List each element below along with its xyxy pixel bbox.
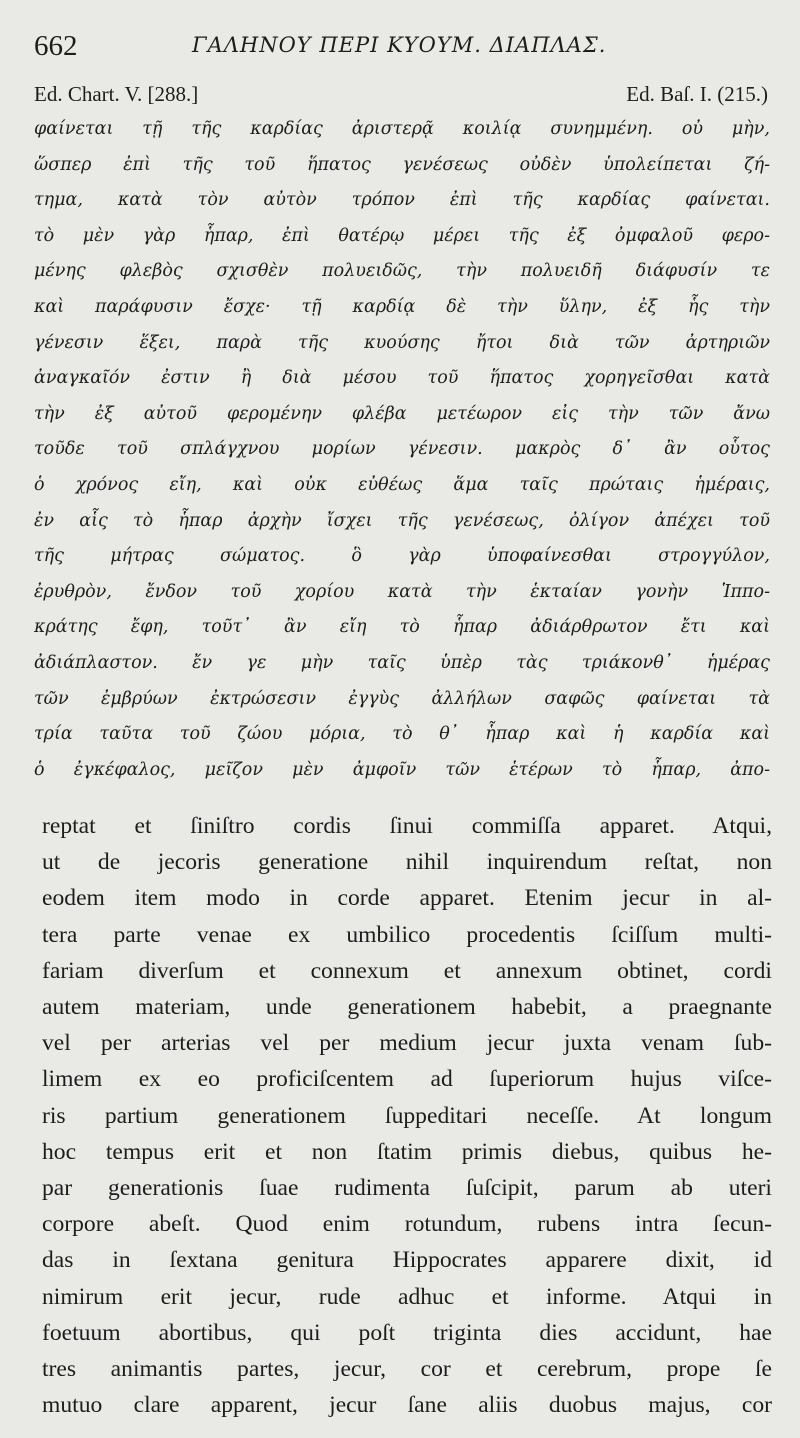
edition-references xyxy=(34,82,768,108)
greek-text-line: τοῦδε τοῦ σπλάγχνου μορίων γένεσιν. μακρὸς δ᾽ ἂν οὗτος xyxy=(34,439,770,460)
latin-text-line: das in ſextana genitura Hippocrates apparere dixit, id xyxy=(42,1247,772,1274)
greek-text-line: φαίνεται τῇ τῆς καρδίας ἀριστερᾷ κοιλίᾳ συνημμένη. οὐ μὴν, xyxy=(34,119,770,139)
running-title: ΓΑΛΗΝΟΥ ΠΕΡΙ ΚΥΟΥΜ. ΔΙΑΠΛΑΣ. xyxy=(192,33,607,57)
latin-text-line: ris partium generationem ſuppeditari neceſſe. At longum xyxy=(42,1102,772,1129)
page-number: 662 xyxy=(34,30,78,62)
latin-text-line: hoc tempus erit et non ſtatim primis diebus, quibus he- xyxy=(42,1138,772,1165)
running-head xyxy=(34,30,774,64)
greek-text-line: ὁ ἐγκέφαλος, μεῖζον μὲν ἀμφοῖν τῶν ἑτέρων τὸ ἧπαρ, ἀπο- xyxy=(34,759,770,780)
latin-text-line: mutuo clare apparent, jecur ſane aliis duobus majus, cor xyxy=(42,1392,772,1419)
greek-text-line: τημα, κατὰ τὸν αὐτὸν τρόπον ἐπὶ τῆς καρδίας φαίνεται. xyxy=(34,190,770,211)
latin-text-line: ut de jecoris generatione nihil inquirendum reſtat, non xyxy=(42,849,772,876)
greek-text-line: μένης φλεβὸς σχισθὲν πολυειδῶς, τὴν πολυειδῆ διάφυσίν τε xyxy=(34,261,770,282)
latin-text-line: limem ex eo proficiſcentem ad ſuperiorum hujus viſce- xyxy=(42,1066,772,1093)
greek-text-line: ἐρυθρὸν, ἔνδον τοῦ χορίου κατὰ τὴν ἑκταίαν γονὴν Ἱππο- xyxy=(34,581,770,602)
greek-text-line: τρία ταῦτα τοῦ ζώου μόρια, τὸ θ᾽ ἧπαρ καὶ ἡ καρδία καὶ xyxy=(34,724,770,745)
greek-text-line: ἐν αἷς τὸ ἧπαρ ἀρχὴν ἴσχει τῆς γενέσεως, ὀλίγον ἀπέχει τοῦ xyxy=(34,510,770,531)
greek-text-line: τῶν ἐμβρύων ἐκτρώσεσιν ἐγγὺς ἀλλήλων σαφῶς φαίνεται τὰ xyxy=(34,688,770,709)
greek-text-line: γένεσιν ἕξει, παρὰ τῆς κυούσης ἤτοι διὰ τῶν ἀρτηριῶν xyxy=(34,332,770,353)
greek-text-line: κράτης ἔφη, τοῦτ᾽ ἂν εἴη τὸ ἧπαρ ἀδιάρθρωτον ἔτι καὶ xyxy=(34,617,770,638)
latin-text-line: autem materiam, unde generationem habebit, a praegnante xyxy=(42,994,772,1021)
latin-text-line: tera parte venae ex umbilico procedentis ſciſſum multi- xyxy=(42,921,772,948)
basel-edition-ref: Ed. Baſ. I. (215.) xyxy=(626,82,768,106)
latin-text-line: par generationis ſuae rudimenta ſuſcipit, parum ab uteri xyxy=(42,1175,772,1202)
greek-text-line: καὶ παράφυσιν ἔσχε· τῇ καρδίᾳ δὲ τὴν ὕλην, ἐξ ἧς τὴν xyxy=(34,296,770,317)
latin-text-line: tres animantis partes, jecur, cor et cerebrum, prope ſe xyxy=(42,1356,772,1383)
latin-text-line: reptat et ſiniſtro cordis ſinui commiſſa apparet. Atqui, xyxy=(42,813,772,839)
latin-text-line: corpore abeſt. Quod enim rotundum, rubens intra ſecun- xyxy=(42,1211,772,1238)
chartier-edition-ref: Ed. Chart. V. [288.] xyxy=(34,82,199,106)
latin-text-line: fariam diverſum et connexum et annexum obtinet, cordi xyxy=(42,957,772,984)
greek-text-line: τῆς μήτρας σώματος. ὃ γὰρ ὑποφαίνεσθαι στρογγύλον, xyxy=(34,546,770,567)
latin-text-line: vel per arterias vel per medium jecur juxta venam ſub- xyxy=(42,1030,772,1057)
latin-text-line: nimirum erit jecur, rude adhuc et informe. Atqui in xyxy=(42,1283,772,1310)
greek-text-line: ὁ χρόνος εἴη, καὶ οὐκ εὐθέως ἅμα ταῖς πρώταις ἡμέραις, xyxy=(34,474,770,495)
latin-text-block xyxy=(42,808,772,1423)
latin-text-line: eodem item modo in corde apparet. Etenim jecur in al- xyxy=(42,885,772,912)
greek-text-line: ὥσπερ ἐπὶ τῆς τοῦ ἥπατος γενέσεως οὐδὲν ὑπολείπεται ζή- xyxy=(34,154,770,175)
greek-text-line: ἀδιάπλαστον. ἔν γε μὴν ταῖς ὑπὲρ τὰς τριάκονθ᾽ ἡμέρας xyxy=(34,652,770,673)
greek-text-block xyxy=(34,112,770,788)
latin-text-line: foetuum abortibus, qui poſt triginta dies accidunt, hae xyxy=(42,1319,772,1346)
greek-text-line: τὸ μὲν γὰρ ἧπαρ, ἐπὶ θατέρῳ μέρει τῆς ἐξ ὀμφαλοῦ φερο- xyxy=(34,225,770,246)
greek-text-line: ἀναγκαῖόν ἐστιν ἢ διὰ μέσου τοῦ ἥπατος χορηγεῖσθαι κατὰ xyxy=(34,368,770,389)
greek-text-line: τὴν ἐξ αὐτοῦ φερομένην φλέβα μετέωρον εἰς τὴν τῶν ἄνω xyxy=(34,403,770,424)
